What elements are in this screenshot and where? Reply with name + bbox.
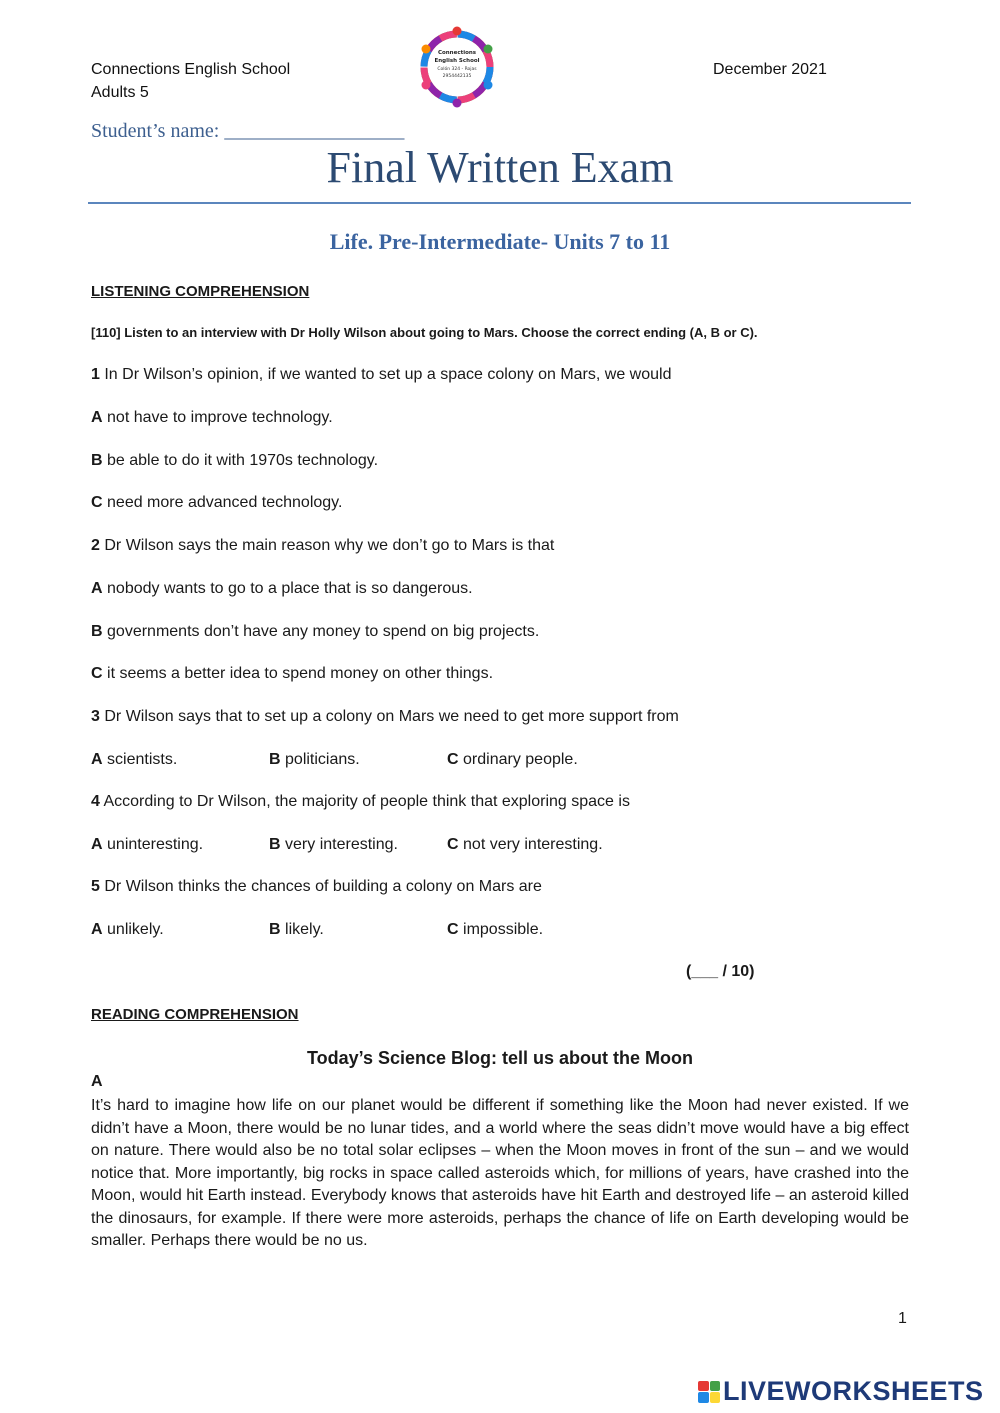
question-2-option-c[interactable] bbox=[91, 665, 493, 683]
question-number: 3 bbox=[91, 708, 100, 725]
question-text: Dr Wilson says the main reason why we don’t go to Mars is that bbox=[104, 537, 555, 554]
question-number: 1 bbox=[91, 366, 100, 383]
blog-title: Today’s Science Blog: tell us about the Moon bbox=[306, 1048, 694, 1068]
option-letter: A bbox=[91, 921, 103, 938]
option-text: nobody wants to go to a place that is so dangerous. bbox=[107, 580, 473, 597]
question-3-option-a[interactable] bbox=[91, 751, 177, 769]
logo-line-4: 2954442135 bbox=[442, 74, 472, 79]
option-text: it seems a better idea to spend money on other things. bbox=[107, 665, 494, 682]
logo-line-2: English School bbox=[434, 58, 480, 64]
option-letter: C bbox=[447, 921, 459, 938]
liveworksheets-logo-icon bbox=[698, 1381, 720, 1403]
option-text: likely. bbox=[285, 921, 324, 938]
question-2-option-a[interactable] bbox=[91, 580, 473, 598]
question-5-option-b[interactable] bbox=[269, 921, 324, 939]
question-5-option-a[interactable] bbox=[91, 921, 164, 939]
option-letter: B bbox=[91, 452, 103, 469]
question-text: Dr Wilson says that to set up a colony on Mars we need to get more support from bbox=[104, 708, 679, 725]
question-5 bbox=[91, 878, 542, 896]
title-divider bbox=[88, 202, 911, 204]
question-number: 5 bbox=[91, 878, 100, 895]
listening-heading: LISTENING COMPREHENSION bbox=[91, 283, 310, 300]
logo-line-3: Colón 324 - Rojas bbox=[437, 67, 477, 72]
listening-score: (___ / 10) bbox=[686, 963, 755, 980]
question-number: 4 bbox=[91, 793, 100, 810]
question-text: According to Dr Wilson, the majority of people think that exploring space is bbox=[103, 793, 630, 810]
option-text: politicians. bbox=[285, 751, 360, 768]
question-1-option-b[interactable] bbox=[91, 452, 378, 470]
option-text: unlikely. bbox=[107, 921, 164, 938]
option-letter: B bbox=[269, 751, 281, 768]
brand-text: LIVEWORKSHEETS bbox=[723, 1376, 984, 1406]
option-text: scientists. bbox=[107, 751, 178, 768]
question-1 bbox=[91, 366, 671, 384]
option-letter: B bbox=[269, 836, 281, 853]
question-3-option-c[interactable] bbox=[447, 751, 578, 769]
option-text: impossible. bbox=[463, 921, 544, 938]
question-3 bbox=[91, 708, 679, 726]
paragraph-label: A bbox=[91, 1073, 103, 1090]
question-4-option-c[interactable] bbox=[447, 836, 603, 854]
option-letter: B bbox=[91, 623, 103, 640]
reading-paragraph: It’s hard to imagine how life on our planet would be different if something like the Moon had never existed. If we didn’t have a Moon, there would be no lunar tides, and a world where the seas didn’t move would have a big effect on nature. There would also be no total solar eclipses – when the Moon moves in front of the sun – and we would notice that. More importantly, big rocks in space called asteroids which, for millions of years, have crashed into the Moon, would hit Earth instead. Everybody knows that asteroids have hit Earth and destroyed life – an asteroid killed the dinosaurs, for example. If there were more asteroids, perhaps the chance of life on Earth developing would be smaller. Perhaps there would be no us. bbox=[91, 1097, 909, 1249]
question-3-option-b[interactable] bbox=[269, 751, 360, 769]
question-4 bbox=[91, 793, 630, 811]
option-letter: A bbox=[91, 409, 103, 426]
page-subtitle: Life. Pre-Intermediate- Units 7 to 11 bbox=[329, 229, 671, 254]
listening-instruction: [110] Listen to an interview with Dr Holly Wilson about going to Mars. Choose the correct ending (A, B or C). bbox=[91, 325, 758, 340]
option-letter: A bbox=[91, 836, 103, 853]
option-letter: C bbox=[447, 836, 459, 853]
question-2-option-b[interactable] bbox=[91, 623, 539, 641]
liveworksheets-watermark bbox=[698, 1376, 984, 1407]
student-name-label: Student’s name: __________________ bbox=[91, 120, 405, 142]
option-letter: A bbox=[91, 580, 103, 597]
question-text: In Dr Wilson’s opinion, if we wanted to set up a space colony on Mars, we would bbox=[104, 366, 672, 383]
course-level: Adults 5 bbox=[91, 84, 149, 101]
option-letter: B bbox=[269, 921, 281, 938]
question-1-option-a[interactable] bbox=[91, 409, 333, 427]
question-5-option-c[interactable] bbox=[447, 921, 543, 939]
question-4-option-a[interactable] bbox=[91, 836, 203, 854]
option-text: uninteresting. bbox=[107, 836, 204, 853]
option-letter: A bbox=[91, 751, 103, 768]
option-text: very interesting. bbox=[285, 836, 398, 853]
exam-date: December 2021 bbox=[713, 61, 827, 78]
question-1-option-c[interactable] bbox=[91, 494, 342, 512]
question-text: Dr Wilson thinks the chances of building a colony on Mars are bbox=[104, 878, 542, 895]
logo-line-1: Connections bbox=[437, 50, 477, 56]
page-title: Final Written Exam bbox=[326, 143, 674, 192]
option-text: not very interesting. bbox=[463, 836, 603, 853]
page-number: 1 bbox=[898, 1310, 907, 1327]
question-number: 2 bbox=[91, 537, 100, 554]
reading-heading: READING COMPREHENSION bbox=[91, 1006, 299, 1023]
question-2 bbox=[91, 537, 554, 555]
school-logo bbox=[416, 26, 498, 108]
option-text: governments don’t have any money to spend on big projects. bbox=[107, 623, 540, 640]
option-letter: C bbox=[91, 494, 103, 511]
school-name: Connections English School bbox=[91, 61, 291, 78]
option-letter: C bbox=[447, 751, 459, 768]
option-text: need more advanced technology. bbox=[107, 494, 343, 511]
option-text: not have to improve technology. bbox=[107, 409, 333, 426]
option-text: be able to do it with 1970s technology. bbox=[107, 452, 379, 469]
option-letter: C bbox=[91, 665, 103, 682]
question-4-option-b[interactable] bbox=[269, 836, 398, 854]
option-text: ordinary people. bbox=[463, 751, 578, 768]
